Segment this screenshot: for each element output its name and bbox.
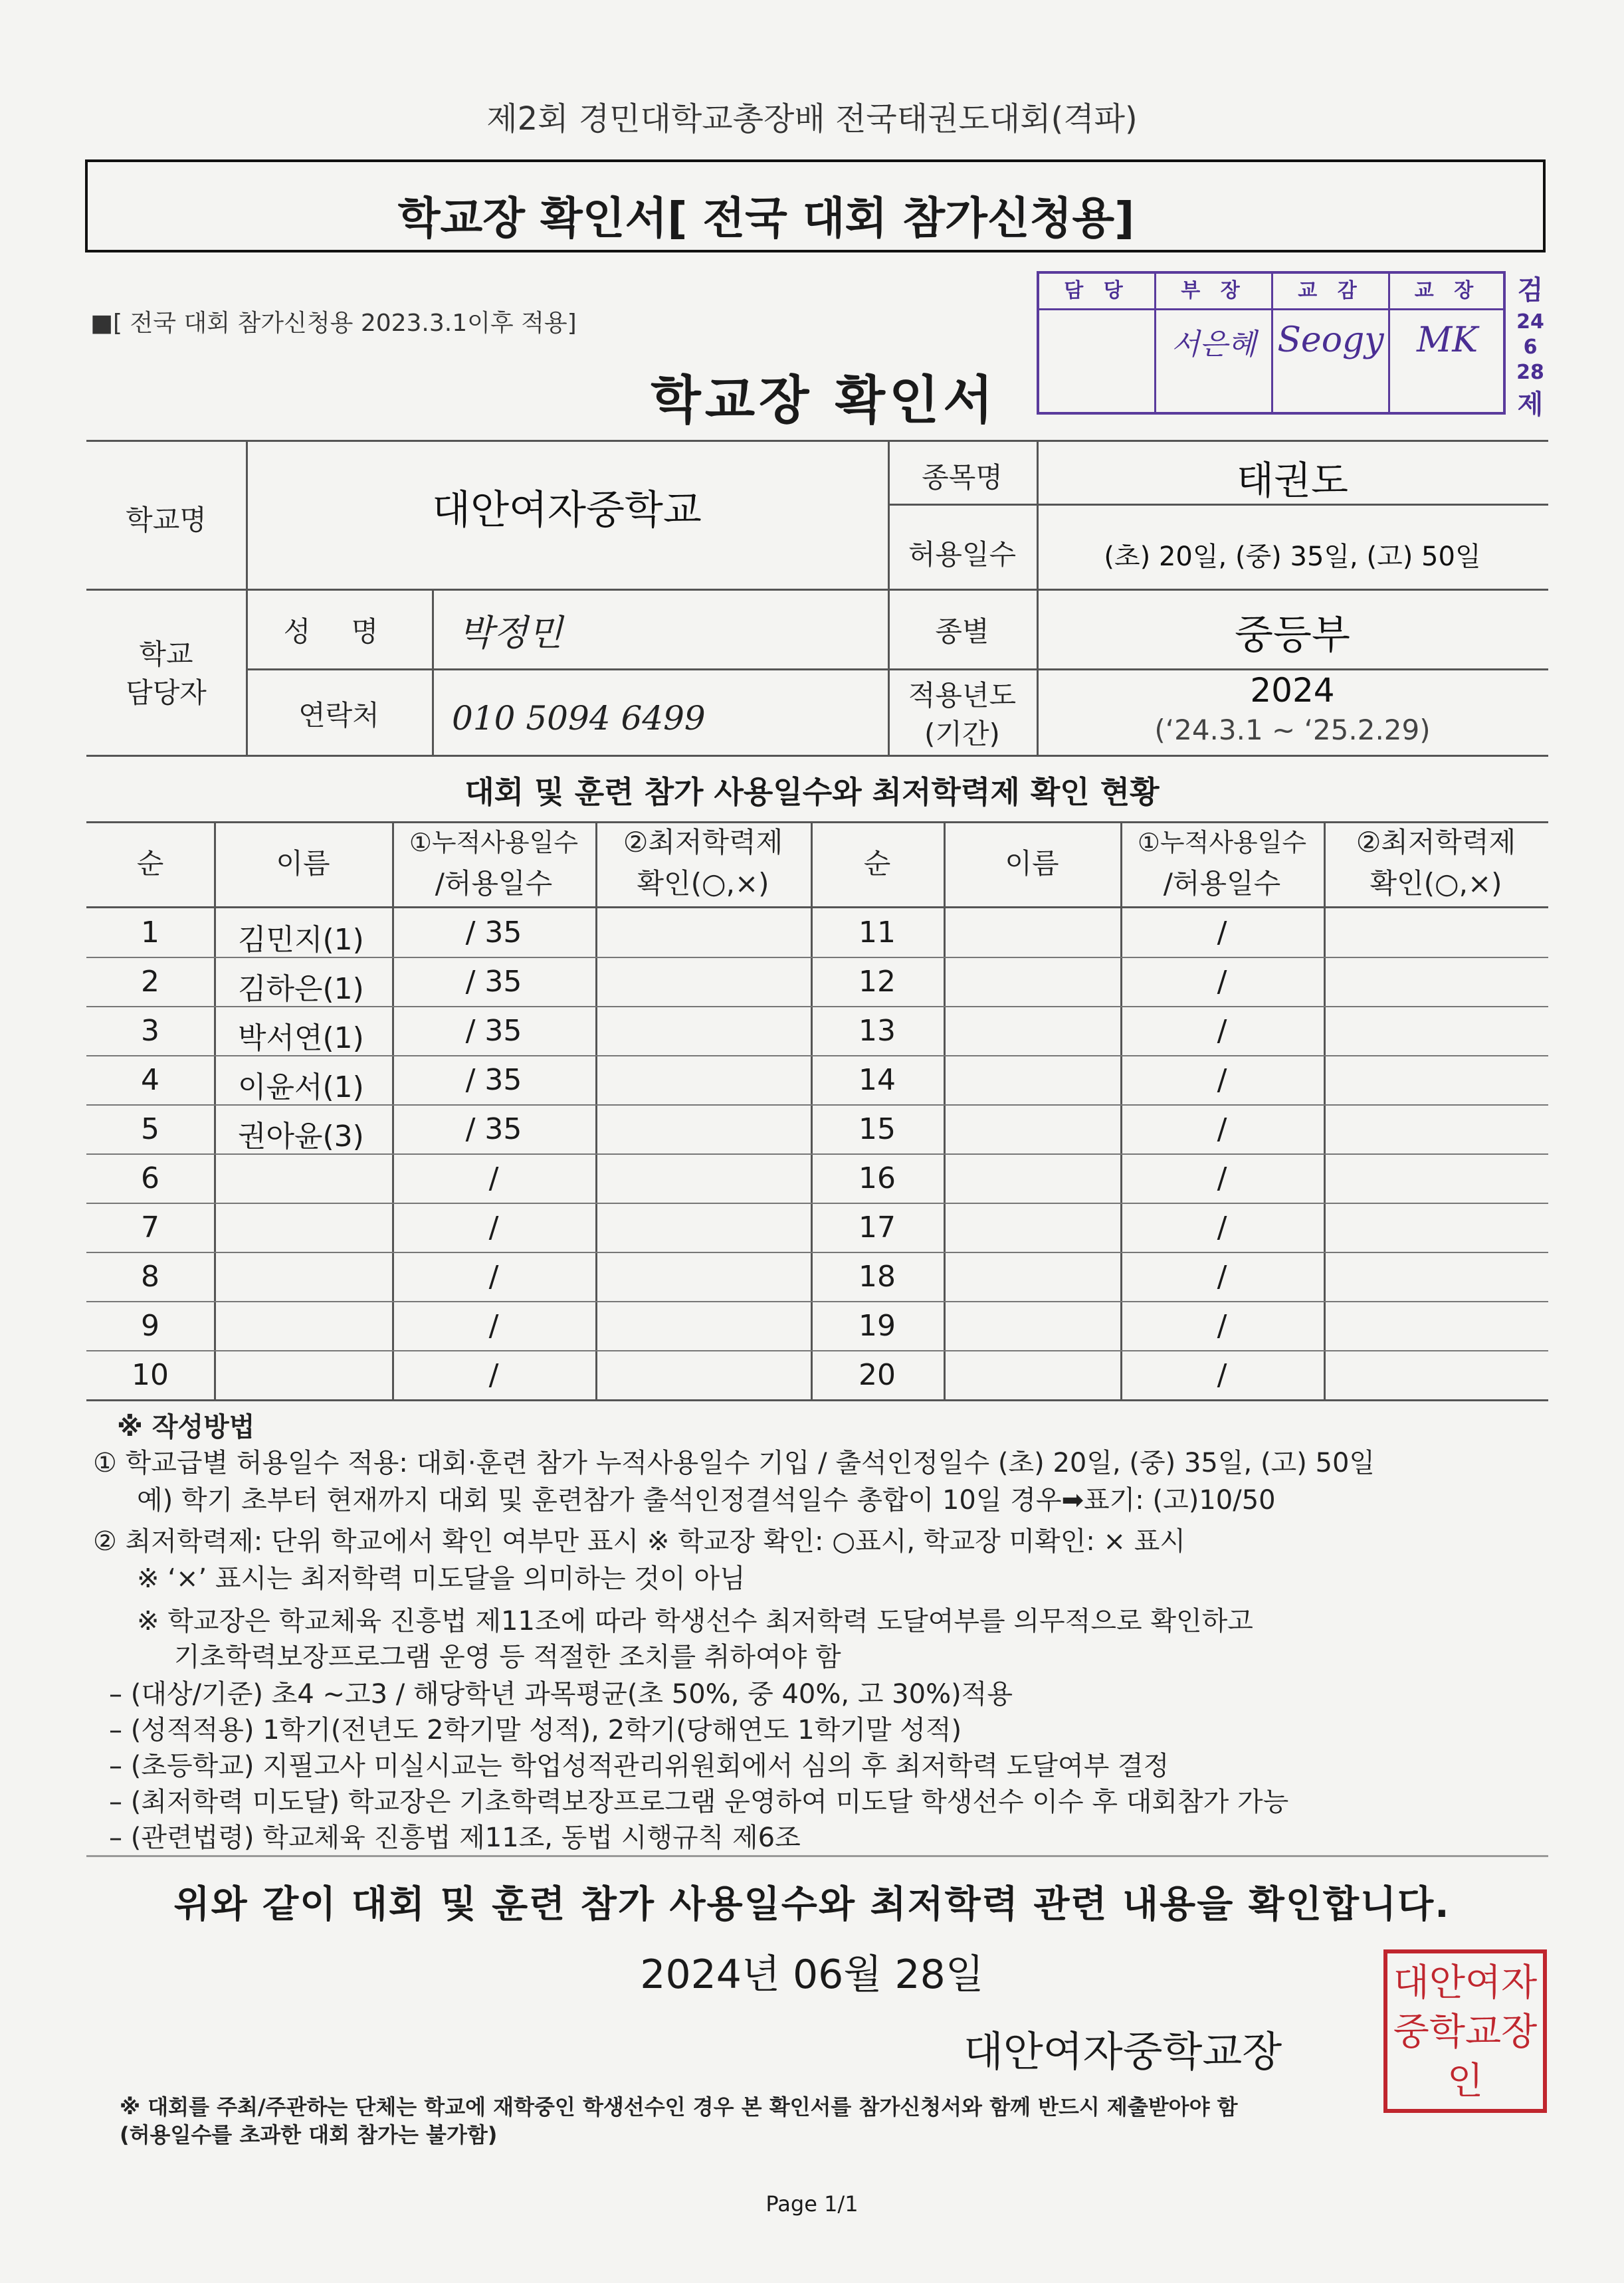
col-header-days: ①누적사용일수: [409, 828, 579, 857]
note-line: – (성적적용) 1학기(전년도 2학기말 성적), 2학기(당해연도 1학기말 성적): [109, 1715, 962, 1745]
approval-header: 교 감: [1273, 274, 1388, 310]
row-days: /: [488, 1211, 499, 1244]
note-line: ※ ‘×’ 표시는 최저학력 미도달을 의미하는 것이 아님: [137, 1563, 746, 1594]
official-seal: [1383, 1949, 1547, 2113]
list-table-border: [1324, 821, 1326, 1399]
row-name: 박서연(1): [238, 1021, 364, 1055]
school-value: 대안여자중학교: [432, 487, 702, 534]
row-no: 4: [141, 1063, 159, 1097]
approval-col-principal: [1390, 274, 1504, 412]
notes-heading: ※ 작성방법: [117, 1412, 255, 1442]
row-no: 14: [859, 1063, 896, 1097]
row-divider: [811, 1203, 1548, 1204]
row-days: / 35: [465, 916, 522, 949]
list-title: 대회 및 훈련 참가 사용일수와 최저학력제 확인 현황: [464, 774, 1160, 810]
col-header-no: 순: [136, 847, 164, 880]
row-no: 1: [141, 916, 159, 949]
info-table-border: [86, 440, 1548, 442]
row-divider: [86, 1301, 811, 1302]
page-number: Page 1/1: [765, 2191, 859, 2217]
confirmation-date: 2024년 06월 28일: [640, 1951, 984, 1998]
principal-name: 대안여자중학교장: [964, 2027, 1282, 2076]
confirmation-text: 위와 같이 대회 및 훈련 참가 사용일수와 최저학력 관련 내용을 확인합니다.: [173, 1883, 1451, 1926]
row-divider: [811, 957, 1548, 958]
note-line: 기초학력보장프로그램 운영 등 적절한 조치를 취하여야 함: [174, 1642, 841, 1672]
row-no: 8: [141, 1260, 159, 1294]
row-no: 20: [859, 1358, 896, 1392]
approval-header: 교 장: [1390, 274, 1504, 310]
list-table-border: [86, 906, 1548, 908]
row-days: /: [1217, 1112, 1227, 1146]
division-label: 종별: [935, 615, 989, 648]
main-title: 학교장 확인서: [651, 371, 997, 431]
row-days: /: [1217, 916, 1227, 949]
info-table-border: [246, 668, 1548, 670]
note-line: ② 최저학력제: 단위 학교에서 확인 여부만 표시 ※ 학교장 확인: ○표시, 학교장 미확인: × 표시: [93, 1526, 1186, 1557]
info-table-border: [86, 755, 1548, 757]
row-no: 3: [141, 1014, 159, 1048]
row-no: 17: [859, 1211, 896, 1244]
allowed-days-label: 허용일수: [908, 538, 1017, 571]
allowed-days-value: (초) 20일, (중) 35일, (고) 50일: [1104, 542, 1481, 572]
approval-stamp: [1037, 271, 1506, 415]
row-no: 11: [859, 916, 896, 949]
row-days: / 35: [465, 965, 522, 999]
row-days: /: [1217, 1358, 1227, 1392]
name-label: 성 명: [283, 615, 395, 648]
sport-value: 태권도: [1236, 458, 1349, 503]
row-days: / 35: [465, 1063, 522, 1097]
row-divider: [811, 1104, 1548, 1106]
school-label: 학교명: [126, 504, 207, 536]
note-line: ① 학교급별 허용일수 적용: 대회·훈련 참가 누적사용일수 기입 / 출석인정일수 (초) 20일, (중) 35일, (고) 50일: [93, 1448, 1375, 1478]
note-line: ※ 학교장은 학교체육 진흥법 제11조에 따라 학생선수 최저학력 도달여부를 의무적으로 확인하고: [137, 1606, 1253, 1637]
row-divider: [86, 957, 811, 958]
approval-header: 부 장: [1156, 274, 1271, 310]
info-table-border: [86, 589, 1548, 591]
row-no: 5: [141, 1112, 159, 1146]
col-header-days: /허용일수: [435, 867, 553, 900]
col-header-days: /허용일수: [1163, 867, 1281, 900]
subtitle-note: ■[ 전국 대회 참가신청용 2023.3.1이후 적용]: [90, 310, 577, 337]
seal-text: 대안여자중학교장인: [1393, 1961, 1538, 2103]
approval-signature: Seogy: [1277, 320, 1384, 360]
row-divider: [811, 1350, 1548, 1351]
footer-note-line: ※ 대회를 주최/주관하는 단체는 학교에 재학중인 학생선수인 경우 본 확인서를 참가신청서와 함께 반드시 제출받아야 함: [120, 2094, 1238, 2120]
row-divider: [86, 1153, 811, 1155]
row-days: / 35: [465, 1014, 522, 1048]
row-divider: [86, 1252, 811, 1253]
row-days: / 35: [465, 1112, 522, 1146]
row-divider: [86, 1104, 811, 1106]
division-value: 중등부: [1235, 612, 1350, 658]
row-no: 7: [141, 1211, 159, 1244]
col-header-name: 이름: [276, 847, 330, 880]
row-divider: [86, 1055, 811, 1056]
row-days: /: [1217, 1063, 1227, 1097]
apply-period-value: (‘24.3.1 ~ ‘25.2.29): [1154, 714, 1431, 746]
approval-signature: 서은혜: [1171, 328, 1257, 361]
contact-value: 010 5094 6499: [452, 699, 706, 738]
row-days: /: [1217, 965, 1227, 999]
row-no: 9: [141, 1309, 159, 1343]
col-header-min: ②최저학력제: [623, 826, 783, 858]
manager-name-value: 박정민: [458, 612, 563, 654]
divider: [86, 1855, 1548, 1857]
approval-signature: MK: [1416, 320, 1478, 360]
row-days: /: [1217, 1309, 1227, 1343]
col-header-min: 확인(○,×): [637, 867, 769, 900]
row-days: /: [488, 1358, 499, 1392]
row-name: 권아윤(3): [238, 1120, 364, 1153]
col-header-no: 순: [863, 847, 891, 880]
row-days: /: [1217, 1260, 1227, 1294]
approval-side-mark: 제: [1517, 389, 1544, 420]
row-days: /: [1217, 1014, 1227, 1048]
row-name: 김민지(1): [238, 923, 364, 957]
footer-note: [120, 2093, 1238, 2149]
col-header-min: 확인(○,×): [1370, 867, 1502, 900]
sport-label: 종목명: [922, 461, 1003, 494]
row-no: 6: [141, 1161, 159, 1195]
row-days: /: [1217, 1211, 1227, 1244]
list-table-border: [944, 821, 946, 1399]
row-name: 김하은(1): [238, 972, 364, 1006]
row-no: 16: [859, 1161, 896, 1195]
row-days: /: [488, 1309, 499, 1343]
col-header-name: 이름: [1005, 847, 1059, 880]
apply-year-label: (기간): [924, 718, 1000, 750]
row-divider: [811, 1252, 1548, 1253]
row-name: 이윤서(1): [238, 1070, 364, 1104]
note-line: – (초등학교) 지필고사 미실시교는 학업성적관리위원회에서 심의 후 최저학력 도달여부 결정: [109, 1751, 1169, 1781]
info-table-border: [432, 589, 434, 755]
event-title: 제2회 경민대학교총장배 전국태권도대회(격파): [486, 100, 1138, 138]
row-no: 10: [132, 1358, 169, 1392]
note-line: 예) 학기 초부터 현재까지 대회 및 훈련참가 출석인정결석일수 총합이 10일 경우➡표기: (고)10/50: [137, 1485, 1276, 1516]
manager-label: 학교: [139, 638, 193, 670]
approval-header: 담 당: [1039, 274, 1154, 310]
note-line: – (관련법령) 학교체육 진흥법 제11조, 동법 시행규칙 제6조: [109, 1823, 801, 1853]
approval-side-stamp: [1508, 271, 1552, 420]
approval-col-vice: [1273, 274, 1390, 412]
row-no: 18: [859, 1260, 896, 1294]
row-days: /: [488, 1161, 499, 1195]
note-line: – (대상/기준) 초4 ~고3 / 해당학년 과목평균(초 50%, 중 40%, 고 30%)적용: [109, 1679, 1013, 1710]
apply-year-value: 2024: [1250, 671, 1335, 710]
note-line: – (최저학력 미도달) 학교장은 기초학력보장프로그램 운영하여 미도달 학생선수 이수 후 대회참가 가능: [109, 1787, 1289, 1817]
list-table-border: [86, 1399, 1548, 1401]
row-divider: [811, 1301, 1548, 1302]
approval-col-head: [1156, 274, 1273, 412]
manager-label: 담당자: [126, 676, 207, 709]
row-divider: [811, 1153, 1548, 1155]
row-days: /: [1217, 1161, 1227, 1195]
document-box-title: 학교장 확인서[ 전국 대회 참가신청용]: [397, 193, 1135, 244]
footer-note-line: (허용일수를 초과한 대회 참가는 불가함): [120, 2122, 498, 2147]
approval-side-date: 24 6 28: [1516, 310, 1544, 384]
apply-year-label: 적용년도: [908, 679, 1017, 712]
row-divider: [86, 1203, 811, 1204]
row-divider: [86, 1350, 811, 1351]
row-days: /: [488, 1260, 499, 1294]
list-table-border: [214, 821, 216, 1399]
list-table-border: [595, 821, 597, 1399]
row-no: 19: [859, 1309, 896, 1343]
row-no: 15: [859, 1112, 896, 1146]
row-no: 12: [859, 965, 896, 999]
row-divider: [811, 1055, 1548, 1056]
row-no: 2: [141, 965, 159, 999]
row-divider: [811, 1006, 1548, 1007]
col-header-days: ①누적사용일수: [1137, 828, 1307, 857]
approval-side-mark: 검: [1517, 275, 1544, 306]
contact-label: 연락처: [298, 699, 379, 732]
row-divider: [86, 1006, 811, 1007]
approval-col-staff: [1039, 274, 1156, 412]
col-header-min: ②최저학력제: [1356, 826, 1516, 858]
row-no: 13: [859, 1014, 896, 1048]
